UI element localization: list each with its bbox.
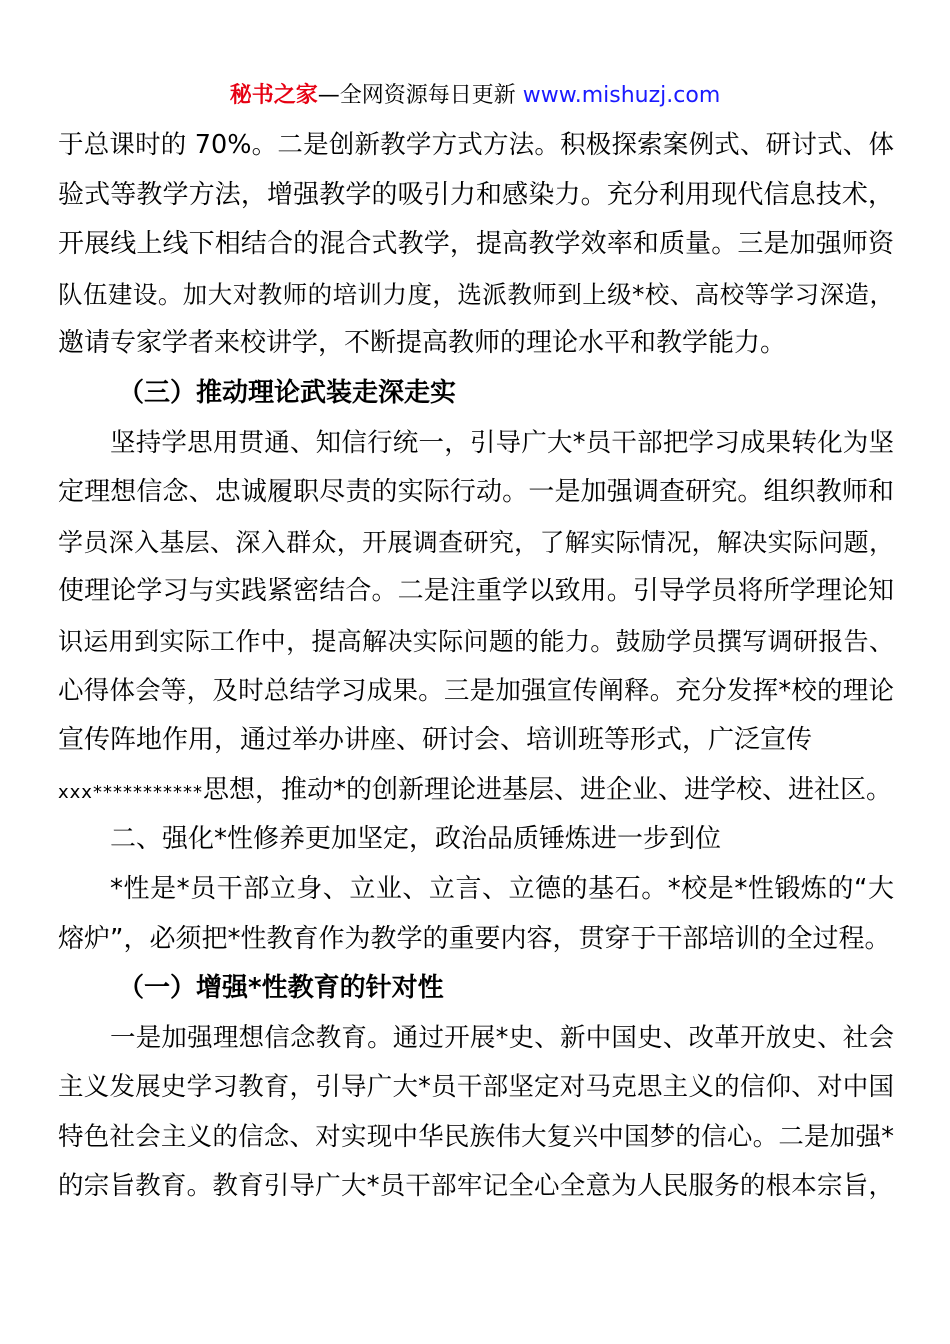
paragraph-line: 熔炉”，必须把*性教育作为教学的重要内容，贯穿于干部培训的全过程。: [58, 923, 891, 954]
section-heading: （一）增强*性教育的针对性: [118, 973, 444, 1004]
paragraph-line: 特色社会主义的信念、对实现中华民族伟大复兴中国梦的信心。二是加强*: [58, 1121, 894, 1152]
paragraph-line: 邀请专家学者来校讲学，不断提高教师的理论水平和教学能力。: [58, 328, 787, 359]
paragraph-line: 识运用到实际工作中，提高解决实际问题的能力。鼓励学员撰写调研报告、: [58, 626, 894, 656]
document-body: [58, 121, 894, 1212]
paragraph-line: 学员深入基层、深入群众，开展调查研究，了解实际情况，解决实际问题，: [58, 527, 894, 557]
paragraph-line: 宣传阵地作用，通过举办讲座、研讨会、培训班等形式，广泛宣传: [58, 725, 813, 756]
paragraph-line: 于总课时的 70%。二是创新教学方式方法。积极探索案例式、研讨式、体: [58, 130, 894, 160]
paragraph-line: 坚持学思用贯通、知信行统一，引导广大*员干部把学习成果转化为坚: [110, 427, 894, 458]
paragraph-line: 定理想信念、忠诚履职尽责的实际行动。一是加强调查研究。组织教师和: [58, 477, 894, 508]
paragraph-line: 一是加强理想信念教育。通过开展*史、新中国史、改革开放史、社会: [110, 1022, 894, 1053]
paragraph-line: 使理论学习与实践紧密结合。二是注重学以致用。引导学员将所学理论知: [58, 576, 894, 607]
watermark-header: [0, 80, 950, 112]
site-url[interactable]: www.mishuzj.com: [522, 83, 721, 108]
header-tagline: —全网资源每日更新: [317, 83, 516, 108]
redacted-text: xxx***********: [58, 781, 203, 803]
paragraph-line: 队伍建设。加大对教师的培训力度，选派教师到上级*校、高校等学习深造，: [58, 279, 894, 309]
paragraph-line: 验式等教学方法，增强教学的吸引力和感染力。充分利用现代信息技术，: [58, 179, 894, 210]
section-heading: （三）推动理论武装走深走实: [118, 377, 457, 408]
paragraph-line-text: 思想，推动*的创新理论进基层、进企业、进学校、进社区。: [202, 774, 892, 805]
paragraph-line: [58, 766, 894, 816]
paragraph-line: 主义发展史学习教育，引导广大*员干部坚定对马克思主义的信仰、对中国: [58, 1072, 894, 1103]
chapter-heading: 二、强化*性修养更加坚定，政治品质锤炼进一步到位: [110, 824, 722, 855]
paragraph-line: 的宗旨教育。教育引导广大*员干部牢记全心全意为人民服务的根本宗旨，: [58, 1171, 894, 1202]
paragraph-line: 开展线上线下相结合的混合式教学，提高教学效率和质量。三是加强师资: [58, 229, 894, 260]
paragraph-line: 心得体会等，及时总结学习成果。三是加强宣传阐释。充分发挥*校的理论: [58, 675, 894, 706]
paragraph-line: *性是*员干部立身、立业、立言、立德的基石。*校是*性锻炼的“大: [110, 873, 894, 904]
brand-name: 秘书之家: [229, 83, 318, 108]
